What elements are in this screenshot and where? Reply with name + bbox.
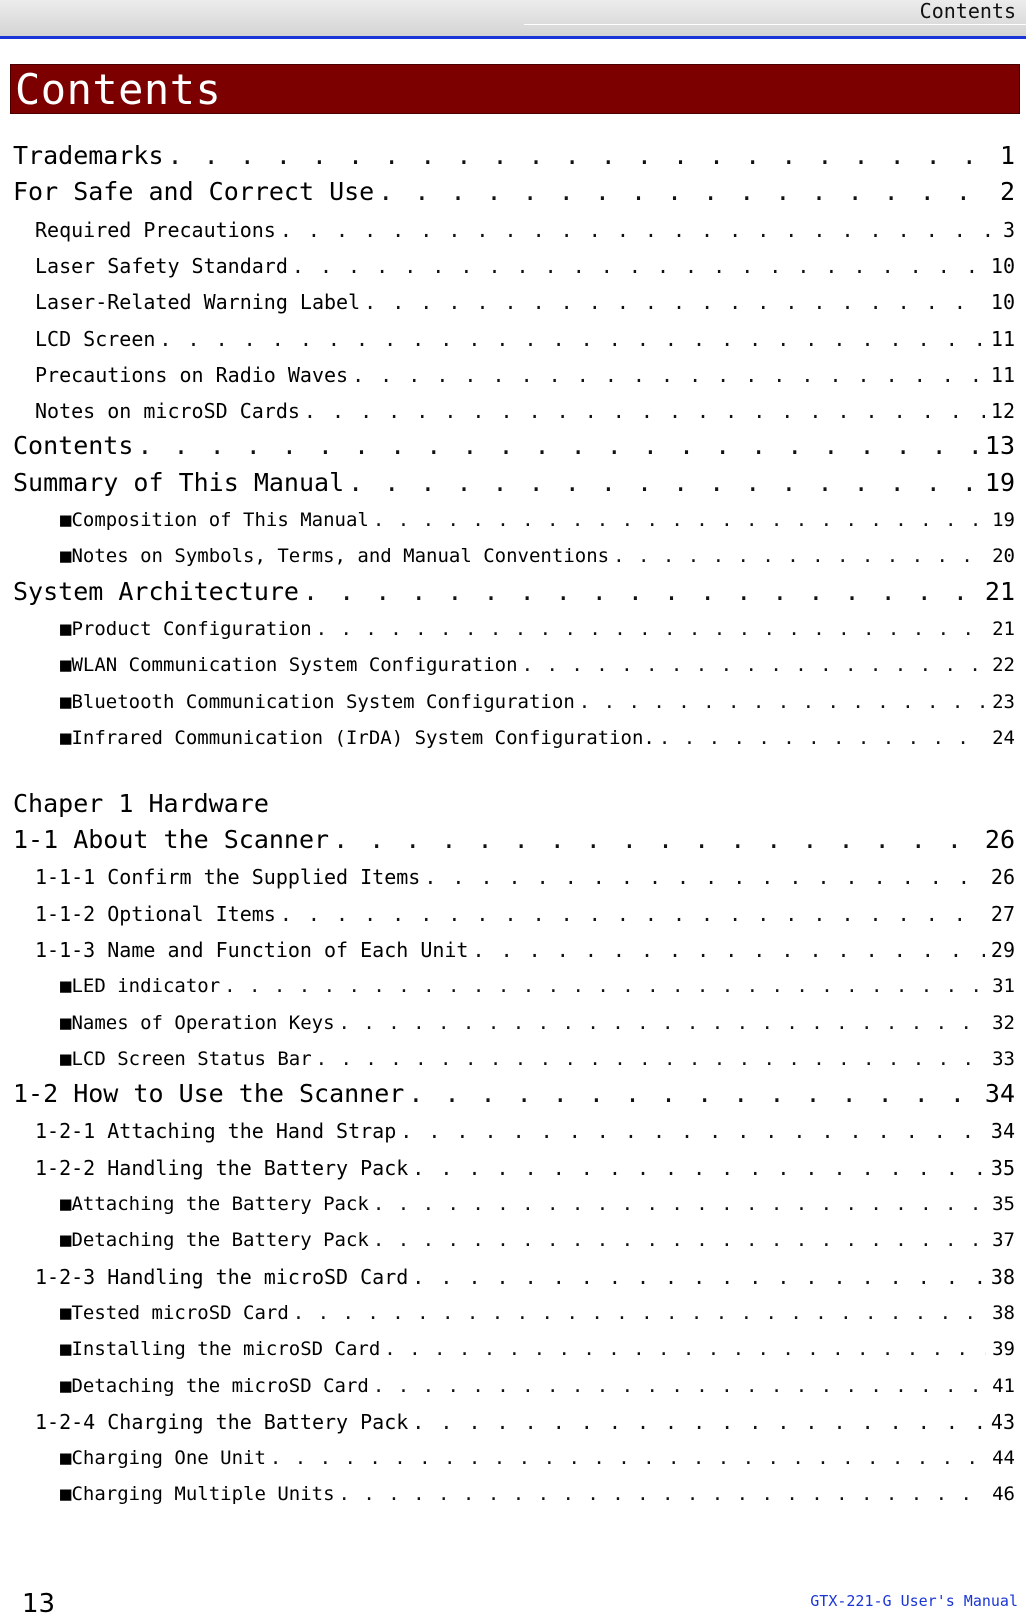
toc-entry[interactable] <box>0 901 1026 927</box>
toc-entry[interactable] <box>0 937 1026 963</box>
toc-entry-title: ■Detaching the microSD Card <box>60 1375 369 1397</box>
toc-entry[interactable] <box>0 398 1026 424</box>
toc-entry[interactable] <box>0 326 1026 352</box>
toc-entry-page: 23 <box>992 691 1015 713</box>
toc-leader-dots <box>292 253 985 279</box>
toc-leader-dots <box>348 467 979 499</box>
page-title: Contents <box>15 65 222 114</box>
toc-entry-page: 35 <box>992 1193 1015 1215</box>
toc-entry[interactable] <box>0 1227 1026 1253</box>
toc-leader-dots <box>613 543 986 569</box>
toc-entry[interactable] <box>0 973 1026 999</box>
running-header <box>0 0 1026 39</box>
toc-entry-page: 26 <box>990 865 1015 889</box>
toc-leader-dots <box>412 1155 985 1181</box>
toc-entry-page: 43 <box>990 1410 1015 1434</box>
toc-entry-page: 2 <box>999 177 1015 206</box>
toc-entry[interactable] <box>0 1445 1026 1471</box>
toc-entry-title: 1-1-2 Optional Items <box>35 902 276 926</box>
toc-entry-page: 19 <box>992 509 1015 531</box>
toc-entry-title: ■LED indicator <box>60 975 221 997</box>
toc-entry-page: 1 <box>999 141 1015 170</box>
toc-entry[interactable] <box>0 616 1026 642</box>
toc-entry-title: 1-2 How to Use the Scanner <box>13 1079 405 1108</box>
toc-entry[interactable] <box>0 289 1026 315</box>
toc-entry-title: ■Charging Multiple Units <box>60 1483 335 1505</box>
toc-entry[interactable] <box>0 1409 1026 1435</box>
toc-entry[interactable] <box>0 1373 1026 1399</box>
toc-entry-page: 19 <box>984 468 1015 497</box>
toc-entry[interactable] <box>0 689 1026 715</box>
toc-leader-dots <box>412 1409 985 1435</box>
toc-entry[interactable] <box>0 1155 1026 1181</box>
toc-entry-page: 44 <box>992 1447 1015 1469</box>
toc-entry-title: Precautions on Radio Waves <box>35 363 349 387</box>
toc-entry-page: 12 <box>990 399 1015 423</box>
toc-entry-page: 26 <box>984 825 1015 854</box>
page-number: 13 <box>22 1589 56 1619</box>
toc-entry-title: ■Bluetooth Communication System Configuration <box>60 691 575 713</box>
toc-entry-title: 1-2-2 Handling the Battery Pack <box>35 1156 409 1180</box>
page-title-banner <box>10 64 1020 114</box>
toc-leader-dots <box>316 616 986 642</box>
toc-entry[interactable] <box>0 217 1026 243</box>
toc-entry[interactable] <box>0 140 1026 172</box>
toc-entry-page: 39 <box>992 1338 1015 1360</box>
toc-entry[interactable] <box>0 362 1026 388</box>
toc-entry[interactable] <box>0 1264 1026 1290</box>
toc-entry-page: 24 <box>992 727 1015 749</box>
toc-entry-page: 32 <box>992 1012 1015 1034</box>
toc-leader-dots <box>293 1300 986 1326</box>
running-header-title: Contents <box>919 0 1016 23</box>
toc-entry[interactable] <box>0 1118 1026 1144</box>
toc-entry-title: ■Names of Operation Keys <box>60 1012 335 1034</box>
toc-entry-page: 37 <box>992 1229 1015 1251</box>
toc-entry[interactable] <box>0 1300 1026 1326</box>
toc-entry-title: ■Attaching the Battery Pack <box>60 1193 369 1215</box>
toc-entry-page: 38 <box>992 1302 1015 1324</box>
toc-entry-title: Laser Safety Standard <box>35 254 288 278</box>
toc-leader-dots <box>280 217 997 243</box>
toc-entry-title: Trademarks <box>13 141 164 170</box>
toc-entry-title: ■WLAN Communication System Configuration <box>60 654 518 676</box>
toc-entry-page: 3 <box>1002 218 1015 242</box>
toc-leader-dots <box>270 1445 986 1471</box>
toc-entry[interactable] <box>0 507 1026 533</box>
toc-entry[interactable] <box>0 467 1026 499</box>
toc-entry-title: Notes on microSD Cards <box>35 399 300 423</box>
toc-entry[interactable] <box>0 576 1026 608</box>
toc-entry-title: ■Infrared Communication (IrDA) System Configuration. <box>60 727 655 749</box>
toc-entry-title: ■Composition of This Manual <box>60 509 369 531</box>
toc-entry-title: ■Installing the microSD Card <box>60 1338 381 1360</box>
toc-leader-dots <box>137 430 978 462</box>
toc-entry-page: 35 <box>990 1156 1015 1180</box>
toc-entry-page: 10 <box>990 254 1015 278</box>
toc-leader-dots <box>408 1078 979 1110</box>
toc-entry-page: 20 <box>992 545 1015 567</box>
toc-entry[interactable] <box>0 1336 1026 1362</box>
toc-entry-title: 1-1 About the Scanner <box>13 825 330 854</box>
toc-leader-dots <box>579 689 986 715</box>
toc-leader-dots <box>412 1264 985 1290</box>
toc-leader-dots <box>373 507 986 533</box>
toc-leader-dots <box>339 1010 987 1036</box>
toc-leader-dots <box>378 176 994 208</box>
toc-entry-page: 22 <box>992 654 1015 676</box>
toc-entry-page: 34 <box>990 1119 1015 1143</box>
toc-entry-title: For Safe and Correct Use <box>13 177 375 206</box>
toc-leader-dots <box>373 1227 986 1253</box>
toc-entry[interactable] <box>0 1010 1026 1036</box>
toc-entry[interactable] <box>0 253 1026 279</box>
toc-leader-dots <box>522 652 987 678</box>
toc-entry[interactable] <box>0 1046 1026 1072</box>
toc-leader-dots <box>304 398 985 424</box>
toc-entry-page: 46 <box>992 1483 1015 1505</box>
toc-entry-page: 11 <box>990 327 1015 351</box>
toc-entry-title: LCD Screen <box>35 327 156 351</box>
toc-leader-dots <box>333 824 979 856</box>
toc-entry[interactable] <box>0 430 1026 462</box>
toc-entry[interactable] <box>0 725 1026 751</box>
toc-entry[interactable] <box>0 824 1026 856</box>
toc-leader-dots <box>159 326 984 352</box>
toc-entry-title: ■Notes on Symbols, Terms, and Manual Conventions <box>60 545 610 567</box>
toc-entry-title: 1-2-3 Handling the microSD Card <box>35 1265 409 1289</box>
toc-entry-page: 41 <box>992 1375 1015 1397</box>
toc-leader-dots <box>424 864 985 890</box>
toc-entry[interactable] <box>0 1481 1026 1507</box>
toc-entry-title: Contents <box>13 431 134 460</box>
toc-leader-dots <box>472 937 984 963</box>
toc-leader-dots <box>373 1373 986 1399</box>
toc-entry-title: ■Detaching the Battery Pack <box>60 1229 369 1251</box>
toc-entry-title: 1-2-1 Attaching the Hand Strap <box>35 1119 397 1143</box>
toc-entry-page: 27 <box>990 902 1015 926</box>
toc-entry-page: 31 <box>992 975 1015 997</box>
toc-entry-title: ■Charging One Unit <box>60 1447 266 1469</box>
toc-leader-dots <box>168 140 994 172</box>
toc-entry-title: 1-1-1 Confirm the Supplied Items <box>35 865 421 889</box>
toc-entry-title: ■LCD Screen Status Bar <box>60 1048 312 1070</box>
toc-entry[interactable] <box>0 1191 1026 1217</box>
toc-leader-dots <box>303 576 979 608</box>
toc-entry-page: 21 <box>992 618 1015 640</box>
toc-entry-title: ■Product Configuration <box>60 618 312 640</box>
header-divider <box>524 24 1026 25</box>
toc-entry-title: 1-1-3 Name and Function of Each Unit <box>35 938 469 962</box>
toc-entry-title: Laser-Related Warning Label <box>35 290 361 314</box>
toc-entry[interactable] <box>0 1078 1026 1110</box>
toc-leader-dots <box>364 289 985 315</box>
toc-entry[interactable] <box>0 176 1026 208</box>
toc-leader-dots <box>352 362 985 388</box>
toc-leader-dots <box>400 1118 985 1144</box>
toc-leader-dots <box>384 1336 986 1362</box>
toc-entry-title: Required Precautions <box>35 218 276 242</box>
toc-entry-page: 38 <box>990 1265 1015 1289</box>
toc-entry[interactable] <box>0 652 1026 678</box>
toc-entry-title: Summary of This Manual <box>13 468 345 497</box>
toc-entry[interactable] <box>0 543 1026 569</box>
toc-entry-page: 13 <box>984 431 1015 460</box>
toc-entry-page: 11 <box>990 363 1015 387</box>
toc-entry-title: ■Tested microSD Card <box>60 1302 289 1324</box>
toc-entry-page: 21 <box>984 577 1015 606</box>
toc-entry-page: 29 <box>990 938 1015 962</box>
toc-leader-dots <box>280 901 985 927</box>
toc-leader-dots <box>339 1481 987 1507</box>
toc-entry-page: 10 <box>990 290 1015 314</box>
toc-entry-title: 1-2-4 Charging the Battery Pack <box>35 1410 409 1434</box>
toc-entry[interactable] <box>0 864 1026 890</box>
toc-leader-dots <box>659 725 986 751</box>
toc-entry-title: System Architecture <box>13 577 299 606</box>
toc-entry-page: 33 <box>992 1048 1015 1070</box>
toc-leader-dots <box>224 973 986 999</box>
chapter-heading: Chaper 1 Hardware <box>13 789 269 818</box>
toc-leader-dots <box>373 1191 986 1217</box>
manual-name: GTX-221-G User's Manual <box>810 1592 1018 1610</box>
toc-entry-page: 34 <box>984 1079 1015 1108</box>
toc-leader-dots <box>316 1046 986 1072</box>
